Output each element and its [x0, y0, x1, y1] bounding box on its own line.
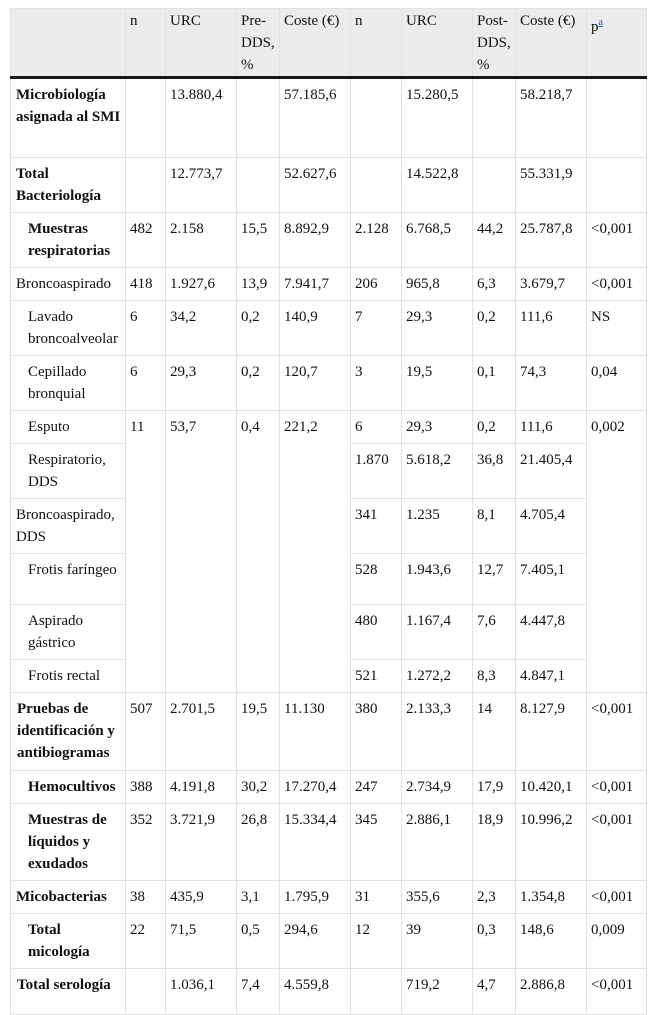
- cell-urc-pre: 2.701,5: [166, 693, 237, 771]
- cell-n-post: 7: [351, 301, 402, 356]
- cell-urc-pre: 13.880,4: [166, 78, 237, 158]
- cell-p: <0,001: [587, 881, 647, 914]
- cell-pre-pct: [237, 158, 280, 213]
- cell-n-pre: 38: [126, 881, 166, 914]
- cell-urc-post: 39: [402, 914, 473, 969]
- row-label: Total serología: [11, 969, 126, 1015]
- table-row: [11, 268, 647, 301]
- table-row: [11, 301, 647, 356]
- cell-coste-post: 3.679,7: [516, 268, 587, 301]
- cell-post-pct: 0,3: [473, 914, 516, 969]
- cell-coste-post: 111,6: [516, 301, 587, 356]
- row-label: Hemocultivos: [11, 771, 126, 804]
- cell-coste-post: 8.127,9: [516, 693, 587, 771]
- cell-urc-pre: 53,7: [166, 411, 237, 693]
- cell-n-post: 521: [351, 660, 402, 693]
- row-label: Frotis faríngeo: [11, 554, 126, 605]
- header-blank: [11, 9, 126, 78]
- cell-coste-post: 4.847,1: [516, 660, 587, 693]
- cell-pre-pct: 0,5: [237, 914, 280, 969]
- row-label: Frotis rectal: [11, 660, 126, 693]
- row-label: Lavado broncoalveolar: [11, 301, 126, 356]
- cell-coste-post: 58.218,7: [516, 78, 587, 158]
- cell-urc-post: 965,8: [402, 268, 473, 301]
- cell-post-pct: 0,1: [473, 356, 516, 411]
- cell-urc-pre: 4.191,8: [166, 771, 237, 804]
- cell-coste-post: 1.354,8: [516, 881, 587, 914]
- cell-coste-pre: 120,7: [280, 356, 351, 411]
- header-post-dds: Post-DDS, %: [473, 9, 516, 78]
- cell-n-pre: 388: [126, 771, 166, 804]
- cell-p: <0,001: [587, 969, 647, 1015]
- cell-post-pct: 14: [473, 693, 516, 771]
- cell-post-pct: 2,3: [473, 881, 516, 914]
- cell-n-pre: 11: [126, 411, 166, 693]
- cell-urc-pre: 71,5: [166, 914, 237, 969]
- header-pre-dds: Pre-DDS, %: [237, 9, 280, 78]
- cell-n-pre: 6: [126, 356, 166, 411]
- cell-n-post: 380: [351, 693, 402, 771]
- row-label: Esputo: [11, 411, 126, 444]
- cell-urc-pre: 2.158: [166, 213, 237, 268]
- header-p: [587, 9, 647, 78]
- table-row: [11, 881, 647, 914]
- cell-n-post: 12: [351, 914, 402, 969]
- cell-n-pre: [126, 78, 166, 158]
- cell-n-pre: 482: [126, 213, 166, 268]
- table-row: [11, 914, 647, 969]
- cell-post-pct: [473, 78, 516, 158]
- cell-p: <0,001: [587, 804, 647, 881]
- cell-p: <0,001: [587, 268, 647, 301]
- cell-urc-post: 5.618,2: [402, 444, 473, 499]
- table-row: [11, 771, 647, 804]
- cell-n-post: 528: [351, 554, 402, 605]
- cell-urc-post: 719,2: [402, 969, 473, 1015]
- cell-post-pct: 18,9: [473, 804, 516, 881]
- cell-coste-post: 4.705,4: [516, 499, 587, 554]
- cell-n-post: 341: [351, 499, 402, 554]
- header-coste-post: Coste (€): [516, 9, 587, 78]
- cell-urc-post: 14.522,8: [402, 158, 473, 213]
- cell-n-pre: [126, 158, 166, 213]
- cell-urc-post: 15.280,5: [402, 78, 473, 158]
- cell-n-post: 345: [351, 804, 402, 881]
- table-row: [11, 693, 647, 771]
- cell-n-post: 31: [351, 881, 402, 914]
- cell-coste-post: 55.331,9: [516, 158, 587, 213]
- cell-p: [587, 158, 647, 213]
- cell-n-post: [351, 78, 402, 158]
- cell-urc-post: 1.943,6: [402, 554, 473, 605]
- cell-pre-pct: 19,5: [237, 693, 280, 771]
- cell-urc-pre: 435,9: [166, 881, 237, 914]
- cell-p: NS: [587, 301, 647, 356]
- cell-p: 0,009: [587, 914, 647, 969]
- cell-post-pct: 12,7: [473, 554, 516, 605]
- cell-coste-post: 111,6: [516, 411, 587, 444]
- header-row: [11, 9, 647, 78]
- cell-coste-pre: 15.334,4: [280, 804, 351, 881]
- cell-post-pct: 8,3: [473, 660, 516, 693]
- cell-pre-pct: 26,8: [237, 804, 280, 881]
- cell-urc-post: 19,5: [402, 356, 473, 411]
- cell-p: <0,001: [587, 771, 647, 804]
- table-row: [11, 356, 647, 411]
- cell-p: 0,002: [587, 411, 647, 693]
- cell-post-pct: 4,7: [473, 969, 516, 1015]
- cell-urc-pre: 34,2: [166, 301, 237, 356]
- cell-n-post: [351, 158, 402, 213]
- cell-pre-pct: 0,2: [237, 301, 280, 356]
- cost-table: [10, 8, 647, 1015]
- row-label: Microbiología asignada al SMI: [11, 78, 126, 158]
- cell-pre-pct: 0,2: [237, 356, 280, 411]
- cell-coste-pre: 57.185,6: [280, 78, 351, 158]
- cell-urc-pre: 1.036,1: [166, 969, 237, 1015]
- cell-pre-pct: 15,5: [237, 213, 280, 268]
- cell-coste-post: 2.886,8: [516, 969, 587, 1015]
- table-row: [11, 804, 647, 881]
- cell-pre-pct: 30,2: [237, 771, 280, 804]
- cell-coste-pre: 17.270,4: [280, 771, 351, 804]
- header-urc-pre: URC: [166, 9, 237, 78]
- cell-n-pre: 22: [126, 914, 166, 969]
- cell-urc-pre: 1.927,6: [166, 268, 237, 301]
- cell-post-pct: 0,2: [473, 411, 516, 444]
- cell-post-pct: 7,6: [473, 605, 516, 660]
- cell-n-post: 480: [351, 605, 402, 660]
- cell-p: [587, 78, 647, 158]
- cell-n-post: 3: [351, 356, 402, 411]
- cell-n-post: 206: [351, 268, 402, 301]
- cell-post-pct: 6,3: [473, 268, 516, 301]
- cell-n-post: 247: [351, 771, 402, 804]
- cell-coste-pre: 8.892,9: [280, 213, 351, 268]
- cell-post-pct: 44,2: [473, 213, 516, 268]
- cell-n-post: [351, 969, 402, 1015]
- cell-n-post: 1.870: [351, 444, 402, 499]
- cell-coste-pre: 1.795,9: [280, 881, 351, 914]
- cell-post-pct: 17,9: [473, 771, 516, 804]
- cell-post-pct: 8,1: [473, 499, 516, 554]
- cell-urc-post: 1.167,4: [402, 605, 473, 660]
- cell-n-pre: 507: [126, 693, 166, 771]
- cell-coste-pre: 4.559,8: [280, 969, 351, 1015]
- cell-p: <0,001: [587, 213, 647, 268]
- cell-pre-pct: [237, 78, 280, 158]
- cell-urc-pre: 12.773,7: [166, 158, 237, 213]
- cell-p: 0,04: [587, 356, 647, 411]
- cell-post-pct: [473, 158, 516, 213]
- cell-coste-post: 4.447,8: [516, 605, 587, 660]
- row-label: Total Bacteriología: [11, 158, 126, 213]
- header-n-pre: n: [126, 9, 166, 78]
- cell-coste-post: 25.787,8: [516, 213, 587, 268]
- footnote-a-link[interactable]: a: [598, 17, 603, 28]
- cell-urc-post: 2.886,1: [402, 804, 473, 881]
- cell-post-pct: 36,8: [473, 444, 516, 499]
- cell-n-post: 6: [351, 411, 402, 444]
- header-n-post: n: [351, 9, 402, 78]
- cell-n-post: 2.128: [351, 213, 402, 268]
- cell-pre-pct: 0,4: [237, 411, 280, 693]
- cell-n-pre: 352: [126, 804, 166, 881]
- row-label: Total micología: [11, 914, 126, 969]
- cell-post-pct: 0,2: [473, 301, 516, 356]
- row-label: Broncoaspirado, DDS: [11, 499, 126, 554]
- cell-coste-pre: 7.941,7: [280, 268, 351, 301]
- row-label: Pruebas de identificación y antibiogramas: [11, 693, 126, 771]
- cell-urc-post: 1.272,2: [402, 660, 473, 693]
- cell-pre-pct: 13,9: [237, 268, 280, 301]
- cell-coste-pre: 221,2: [280, 411, 351, 693]
- cell-coste-pre: 294,6: [280, 914, 351, 969]
- cell-coste-post: 10.420,1: [516, 771, 587, 804]
- cell-urc-pre: 3.721,9: [166, 804, 237, 881]
- row-label: Cepillado bronquial: [11, 356, 126, 411]
- table-row: [11, 78, 647, 158]
- cell-urc-post: 2.133,3: [402, 693, 473, 771]
- cell-pre-pct: 3,1: [237, 881, 280, 914]
- row-label: Muestras respiratorias: [11, 213, 126, 268]
- cell-n-pre: [126, 969, 166, 1015]
- row-label: Micobacterias: [11, 881, 126, 914]
- cell-urc-post: 29,3: [402, 411, 473, 444]
- header-urc-post: URC: [402, 9, 473, 78]
- table-row: [11, 969, 647, 1015]
- cell-urc-post: 355,6: [402, 881, 473, 914]
- table-row: [11, 158, 647, 213]
- table-row: [11, 213, 647, 268]
- row-label: Broncoaspirado: [11, 268, 126, 301]
- cell-urc-post: 1.235: [402, 499, 473, 554]
- row-label: Muestras de líquidos y exudados: [11, 804, 126, 881]
- cell-pre-pct: 7,4: [237, 969, 280, 1015]
- cell-coste-pre: 52.627,6: [280, 158, 351, 213]
- cell-urc-post: 2.734,9: [402, 771, 473, 804]
- cell-urc-post: 6.768,5: [402, 213, 473, 268]
- cell-urc-post: 29,3: [402, 301, 473, 356]
- row-label: Respiratorio, DDS: [11, 444, 126, 499]
- header-p-label: p: [591, 19, 599, 35]
- header-coste-pre: Coste (€): [280, 9, 351, 78]
- cell-coste-post: 10.996,2: [516, 804, 587, 881]
- cell-coste-pre: 11.130: [280, 693, 351, 771]
- cell-p: <0,001: [587, 693, 647, 771]
- cell-coste-post: 148,6: [516, 914, 587, 969]
- cell-coste-post: 21.405,4: [516, 444, 587, 499]
- cell-n-pre: 418: [126, 268, 166, 301]
- cell-urc-pre: 29,3: [166, 356, 237, 411]
- table-row: [11, 411, 647, 444]
- cell-coste-post: 74,3: [516, 356, 587, 411]
- row-label: Aspirado gástrico: [11, 605, 126, 660]
- cell-coste-pre: 140,9: [280, 301, 351, 356]
- cell-coste-post: 7.405,1: [516, 554, 587, 605]
- cell-n-pre: 6: [126, 301, 166, 356]
